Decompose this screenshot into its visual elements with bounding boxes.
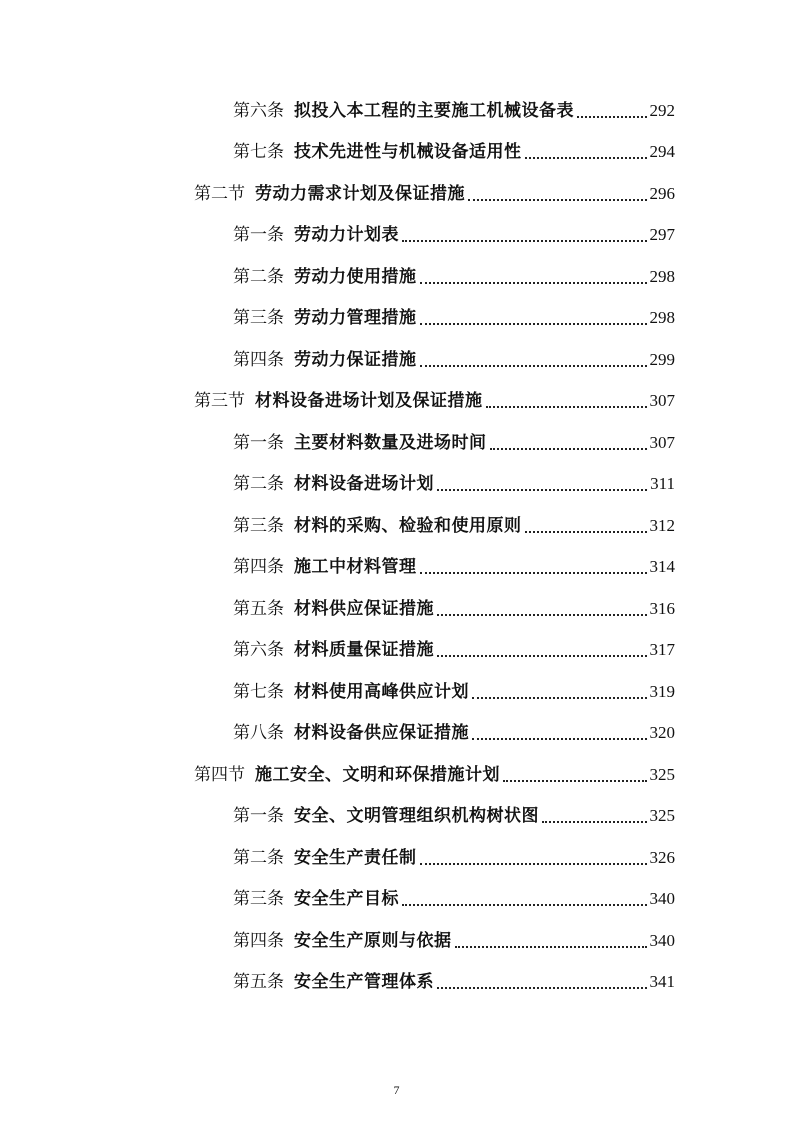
toc-dot-leader: [420, 572, 647, 574]
toc-entry-prefix: 第二节: [194, 183, 245, 204]
toc-entry-title: 施工安全、文明和环保措施计划: [255, 764, 500, 785]
toc-entry[interactable]: [0, 464, 675, 506]
toc-entry-page: 298: [649, 266, 675, 286]
toc-entry-page: 307: [649, 432, 675, 452]
toc-dot-leader: [437, 987, 647, 989]
toc-entry-title: 材料设备进场计划: [294, 474, 434, 495]
toc-entry-prefix: 第四条: [233, 557, 284, 578]
toc-entry[interactable]: [0, 671, 675, 713]
toc-entry-page: 307: [649, 391, 675, 411]
toc-entry-page: 316: [649, 598, 675, 618]
toc-entry-title: 材料设备供应保证措施: [294, 723, 469, 744]
toc-entry[interactable]: [0, 962, 675, 1004]
toc-dot-leader: [490, 448, 647, 450]
toc-entry[interactable]: [0, 547, 675, 589]
toc-entry-page: 294: [649, 142, 675, 162]
toc-entry-prefix: 第三节: [194, 391, 245, 412]
toc-entry-page: 314: [649, 557, 675, 577]
toc-dot-leader: [525, 157, 647, 159]
toc-entry-title: 材料质量保证措施: [294, 640, 434, 661]
toc-dot-leader: [402, 904, 647, 906]
toc-entry-title: 材料使用高峰供应计划: [294, 681, 469, 702]
toc-dot-leader: [455, 946, 647, 948]
toc-entry-prefix: 第四节: [194, 764, 245, 785]
toc-entry-page: 297: [649, 225, 675, 245]
page-number: 7: [393, 1083, 400, 1097]
toc-entry-prefix: 第六条: [233, 100, 284, 121]
toc-dot-leader: [402, 240, 647, 242]
toc-entry-title: 安全生产目标: [294, 889, 399, 910]
toc-entry-page: 312: [649, 515, 675, 535]
toc-entry-title: 劳动力管理措施: [294, 308, 417, 329]
toc-dot-leader: [486, 406, 647, 408]
toc-dot-leader: [468, 199, 647, 201]
toc-entry[interactable]: [0, 132, 675, 174]
toc-entry-page: 292: [649, 100, 675, 120]
toc-entry[interactable]: [0, 879, 675, 921]
table-of-contents: [0, 90, 793, 1003]
toc-entry-title: 劳动力保证措施: [294, 349, 417, 370]
toc-dot-leader: [437, 489, 647, 491]
toc-entry-title: 劳动力使用措施: [294, 266, 417, 287]
toc-dot-leader: [437, 614, 647, 616]
toc-entry[interactable]: [0, 837, 675, 879]
toc-entry-prefix: 第七条: [233, 681, 284, 702]
toc-section-entry[interactable]: [0, 754, 675, 796]
toc-entry-prefix: 第二条: [233, 847, 284, 868]
toc-entry[interactable]: [0, 505, 675, 547]
toc-dot-leader: [472, 738, 647, 740]
toc-entry-prefix: 第二条: [233, 474, 284, 495]
toc-dot-leader: [420, 282, 647, 284]
toc-entry[interactable]: [0, 215, 675, 257]
toc-entry[interactable]: [0, 588, 675, 630]
toc-entry-page: 320: [649, 723, 675, 743]
toc-entry-title: 材料设备进场计划及保证措施: [255, 391, 483, 412]
toc-dot-leader: [525, 531, 647, 533]
toc-dot-leader: [542, 821, 647, 823]
toc-entry-title: 材料供应保证措施: [294, 598, 434, 619]
toc-entry-title: 材料的采购、检验和使用原则: [294, 515, 522, 536]
toc-entry-prefix: 第八条: [233, 723, 284, 744]
toc-entry[interactable]: [0, 920, 675, 962]
toc-entry-page: 298: [649, 308, 675, 328]
toc-entry-page: 325: [649, 764, 675, 784]
toc-entry-page: 296: [649, 183, 675, 203]
toc-entry-prefix: 第三条: [233, 308, 284, 329]
toc-section-entry[interactable]: [0, 381, 675, 423]
toc-entry-prefix: 第一条: [233, 225, 284, 246]
toc-entry-title: 施工中材料管理: [294, 557, 417, 578]
toc-dot-leader: [420, 863, 647, 865]
toc-entry-prefix: 第四条: [233, 349, 284, 370]
toc-section-entry[interactable]: [0, 173, 675, 215]
toc-dot-leader: [503, 780, 647, 782]
toc-entry-page: 319: [649, 681, 675, 701]
toc-entry[interactable]: [0, 256, 675, 298]
toc-dot-leader: [420, 365, 647, 367]
toc-entry-title: 拟投入本工程的主要施工机械设备表: [294, 100, 574, 121]
toc-entry-page: 341: [649, 972, 675, 992]
toc-entry-prefix: 第五条: [233, 598, 284, 619]
toc-entry[interactable]: [0, 630, 675, 672]
toc-entry-title: 安全生产原则与依据: [294, 930, 452, 951]
toc-entry-prefix: 第二条: [233, 266, 284, 287]
toc-entry-title: 安全、文明管理组织机构树状图: [294, 806, 539, 827]
toc-entry-page: 340: [649, 930, 675, 950]
toc-dot-leader: [577, 116, 647, 118]
toc-entry-page: 311: [650, 474, 675, 494]
toc-entry-page: 340: [649, 889, 675, 909]
toc-entry-prefix: 第三条: [233, 889, 284, 910]
toc-entry[interactable]: [0, 339, 675, 381]
toc-entry[interactable]: [0, 796, 675, 838]
toc-entry-page: 325: [649, 806, 675, 826]
toc-dot-leader: [420, 323, 647, 325]
toc-entry-title: 安全生产管理体系: [294, 972, 434, 993]
toc-entry-page: 326: [649, 847, 675, 867]
toc-entry[interactable]: [0, 713, 675, 755]
toc-entry-prefix: 第一条: [233, 806, 284, 827]
toc-entry[interactable]: [0, 422, 675, 464]
toc-entry-prefix: 第一条: [233, 432, 284, 453]
toc-entry-title: 主要材料数量及进场时间: [294, 432, 487, 453]
toc-entry[interactable]: [0, 298, 675, 340]
toc-entry-page: 299: [649, 349, 675, 369]
toc-entry-title: 安全生产责任制: [294, 847, 417, 868]
toc-entry-prefix: 第三条: [233, 515, 284, 536]
toc-entry-prefix: 第四条: [233, 930, 284, 951]
toc-entry[interactable]: [0, 90, 675, 132]
toc-entry-prefix: 第六条: [233, 640, 284, 661]
toc-dot-leader: [472, 697, 647, 699]
toc-entry-title: 劳动力计划表: [294, 225, 399, 246]
toc-entry-prefix: 第七条: [233, 142, 284, 163]
toc-entry-title: 劳动力需求计划及保证措施: [255, 183, 465, 204]
toc-entry-page: 317: [649, 640, 675, 660]
toc-entry-prefix: 第五条: [233, 972, 284, 993]
toc-entry-title: 技术先进性与机械设备适用性: [294, 142, 522, 163]
toc-dot-leader: [437, 655, 647, 657]
